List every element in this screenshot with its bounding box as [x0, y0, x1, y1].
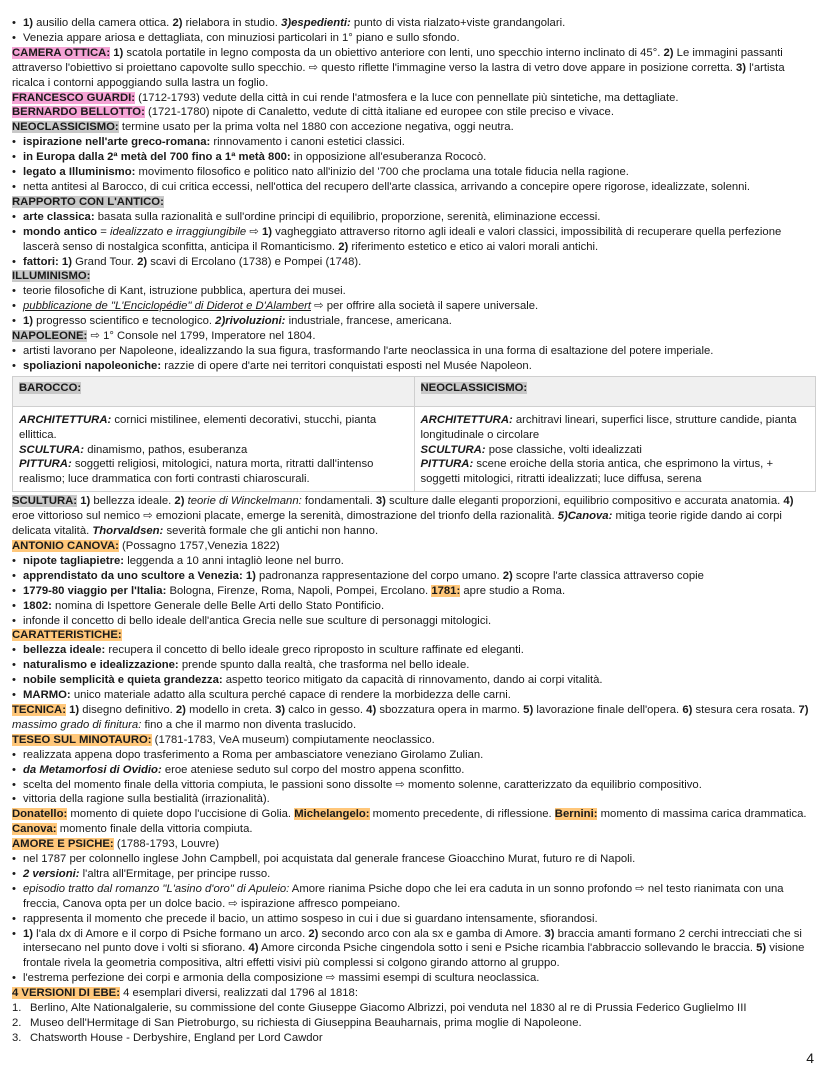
- section-teseo: [12, 733, 816, 748]
- table-header-row: [13, 376, 816, 406]
- section-camera-ottica: [12, 46, 816, 91]
- num: 2): [308, 927, 319, 940]
- keyword: PITTURA:: [420, 458, 474, 471]
- cell-line: [421, 457, 810, 487]
- keyword: fattori:: [23, 255, 59, 268]
- list-item: [12, 165, 816, 180]
- text: Amore rianima Psiche dopo che lei era caduta in un sonno profondo ⇨ nel testo rianimata con una freccia, Canova opta per un dolce bacio. ⇨ ispirazione affresco pompeiano.: [23, 882, 784, 910]
- keyword: spoliazioni napoleoniche:: [23, 359, 162, 372]
- num: 5): [523, 703, 534, 716]
- heading-guardi: FRANCESCO GUARDI:: [12, 91, 136, 104]
- num: 3): [375, 495, 386, 508]
- keyword: Michelangelo:: [294, 808, 370, 821]
- text: sculture dalle eleganti proporzioni, equilibrio compositivo e accurata anatomia.: [385, 495, 784, 508]
- text: Museo dell'Hermitage di San Pietroburgo, su richiesta di Giuseppina Beauharnais, prima moglie di Napoleone.: [30, 1017, 582, 1029]
- keyword: ARCHITETTURA:: [19, 413, 112, 426]
- text: architravi lineari, superfici lisce, strutture candide, pianta longitudinale o circolare: [420, 413, 797, 441]
- bullet-camera-ausilio: [12, 16, 816, 31]
- keyword: nobile semplicità e quieta grandezza:: [23, 674, 223, 687]
- text-italic: idealizzato e irraggiungibile: [109, 225, 247, 238]
- text: ⇨ per offrire alla società il sapere universale.: [311, 300, 539, 313]
- text: (1781-1783, VeA museum) compiutamente neoclassico.: [151, 733, 435, 746]
- text: secondo arco con ala sx e gamba di Amore.: [318, 927, 545, 940]
- keyword: ARCHITETTURA:: [420, 413, 513, 426]
- list-item: [12, 688, 816, 703]
- list-item: [12, 255, 816, 270]
- text: calco in gesso.: [285, 703, 367, 716]
- text: ausilio della camera ottica.: [33, 17, 173, 29]
- text: in opposizione all'esuberanza Rococò.: [290, 151, 487, 164]
- table-header-cell: [13, 376, 415, 406]
- keyword: MARMO:: [23, 689, 71, 702]
- keyword: SCULTURA:: [420, 443, 486, 456]
- page-number: 4: [806, 1050, 814, 1067]
- list-item: [12, 971, 816, 986]
- text: razzie di opere d'arte nei territori conquistati esposti nel Musée Napoleon.: [161, 359, 532, 372]
- david-comparison: [12, 807, 816, 837]
- text: dinamismo, pathos, esuberanza: [84, 443, 248, 456]
- text: (Possagno 1757,Venezia 1822): [118, 540, 280, 552]
- text: prende spunto dalla realtà, che trasforma nel bello ideale.: [178, 659, 470, 672]
- text: momento di quiete dopo l'uccisione di Golia.: [67, 808, 295, 821]
- section-neoclassicismo: [12, 120, 816, 135]
- keyword: legato a Illuminismo:: [23, 166, 136, 179]
- text: visione frontale rivela la geometria compositiva, altri effetti visivi più complessi si colgono girando attorno al gruppo.: [23, 942, 805, 970]
- num: 4): [366, 703, 377, 716]
- heading-neoclassicismo: NEOCLASSICISMO:: [12, 121, 119, 134]
- text: momento finale della vittoria compiuta.: [56, 823, 253, 836]
- text: scelta del momento finale della vittoria compiuta, le passioni sono dissolte ⇨ momento solenne, caratterizzato da equilibrio compositivo.: [23, 778, 702, 791]
- text: Venezia appare ariosa e dettagliata, con minuziosi particolari in 1° piano e sullo sfondo.: [23, 31, 460, 44]
- text-italic: episodio tratto dal romanzo "L'asino d'oro" di Apuleio:: [23, 882, 290, 895]
- list-item: [12, 150, 816, 165]
- heading-neoclassicismo-col: NEOCLASSICISMO:: [420, 381, 528, 394]
- keyword: 2 versioni:: [23, 867, 80, 880]
- section-caratteristiche: [12, 628, 816, 643]
- text: scopre l'arte classica attraverso copie: [512, 569, 704, 582]
- keyword: ispirazione nell'arte greco-romana:: [23, 136, 211, 149]
- text: infonde il concetto di bello ideale dell'antica Grecia nelle sue sculture di personaggi mitologici.: [23, 614, 492, 627]
- text: eroe ateniese seduto sul corpo del mostro appena sconfitto.: [161, 763, 465, 776]
- text: aspetto teorico mitigato da capacità di rinnovamento, dando ai corpi vitalità.: [222, 674, 603, 687]
- text: leggenda a 10 anni intagliò leone nel burro.: [124, 554, 344, 567]
- text: modello in creta.: [185, 703, 276, 716]
- list-item: [12, 882, 816, 912]
- text-italic: massimo grado di finitura:: [12, 718, 142, 731]
- text: rinnovamento i canoni estetici classici.: [210, 136, 405, 149]
- text: artisti lavorano per Napoleone, idealizzando la sua figura, trasformando l'arte neoclassica in una forma di esaltazione del potere imperiale.: [23, 344, 714, 357]
- text: severità formale che gli antichi non hanno.: [163, 525, 379, 538]
- text: industriale, francese, americana.: [285, 315, 452, 328]
- num: 1): [23, 17, 34, 29]
- list-item: [12, 284, 816, 299]
- text: Bologna, Firenze, Roma, Napoli, Pompei, Ercolano.: [166, 584, 432, 597]
- text: scatola portatile in legno composta da un obiettivo anteriore con lenti, uno specchio interno inclinato di 45°.: [123, 46, 664, 59]
- text: vittoria della ragione sulla bestialità (irrazionalità).: [23, 793, 270, 806]
- list-item: [12, 135, 816, 150]
- list-item: [12, 359, 816, 374]
- num: 7): [798, 703, 809, 716]
- section-napoleone: [12, 329, 816, 344]
- text: rappresenta il momento che precede il bacio, un attimo sospeso in cui i due si guardano intensamente, sfiorandosi.: [23, 912, 598, 925]
- text: l'altra all'Ermitage, per principe russo.: [79, 867, 271, 880]
- text: soggetti religiosi, mitologici, natura morta, ritratti dall'intenso realismo; luce drammatica con forti contrasti chiaroscurali.: [19, 458, 374, 486]
- table-row: [13, 406, 816, 492]
- text: teorie filosofiche di Kant, istruzione pubblica, apertura dei musei.: [23, 285, 346, 298]
- heading-rapporto-antico: RAPPORTO CON L'ANTICO:: [12, 195, 164, 208]
- item-number: 1.: [12, 1002, 22, 1015]
- keyword: bellezza ideale:: [23, 644, 106, 657]
- list-item: [12, 643, 816, 658]
- list-item: [12, 314, 816, 329]
- table-cell-barocco: [13, 406, 415, 492]
- text: lavorazione finale dell'opera.: [533, 703, 683, 716]
- text: nomina di Ispettore Generale delle Belle Arti dello Stato Pontificio.: [51, 599, 385, 612]
- keyword: Bernini:: [554, 808, 598, 821]
- heading-caratteristiche: CARATTERISTICHE:: [12, 629, 122, 642]
- num: 1): [23, 315, 34, 328]
- keyword: 1781:: [431, 584, 461, 597]
- ebe-list: [12, 1001, 816, 1046]
- heading-ebe: 4 VERSIONI DI EBE:: [12, 987, 120, 1000]
- num: 2): [338, 240, 349, 253]
- text: braccia amanti formano 2 cerchi intrecciati che si intersecano nel punto dove i volti si sfiorano.: [23, 927, 802, 955]
- cell-line: [421, 443, 810, 458]
- num: 6): [682, 703, 693, 716]
- num: 1): [58, 255, 72, 268]
- table-header-cell: [414, 376, 816, 406]
- keyword: PITTURA:: [19, 458, 72, 471]
- text: momento precedente, di riflessione.: [369, 808, 555, 821]
- cell-line: [19, 413, 408, 443]
- keyword: 1802:: [23, 599, 52, 612]
- keyword: Thorvaldsen:: [92, 525, 164, 538]
- text: sbozzatura opera in marmo.: [376, 703, 524, 716]
- list-item: [12, 599, 816, 614]
- section-illuminismo: [12, 269, 816, 284]
- list-item: [12, 569, 816, 584]
- list-item: [12, 673, 816, 688]
- section-tecnica: [12, 703, 816, 733]
- text: disegno definitivo.: [79, 703, 176, 716]
- text: (1712-1793) vedute della città in cui rende l'atmosfera e la luce con pennellate più sintetiche, ma dettagliate.: [135, 91, 679, 104]
- keyword: nipote tagliapietre:: [23, 554, 125, 567]
- item-number: 3.: [12, 1031, 22, 1044]
- text: unico materiale adatto alla scultura perché capace di rendere la morbidezza delle carni.: [70, 689, 511, 702]
- list-item: [12, 792, 816, 807]
- list-item: [12, 852, 816, 867]
- text: realizzata appena dopo trasferimento a Roma per ambasciatore veneziano Girolamo Zulian.: [23, 748, 484, 761]
- heading-barocco: BAROCCO:: [19, 381, 82, 394]
- num: 2): [502, 569, 513, 582]
- list-item: [12, 763, 816, 778]
- section-amore-psiche: [12, 837, 816, 852]
- section-canova: [12, 539, 816, 554]
- keyword: Canova:: [12, 823, 57, 836]
- cell-line: [421, 413, 810, 443]
- list-item: [12, 927, 816, 972]
- heading-tecnica: TECNICA:: [12, 703, 66, 716]
- text: (1721-1780) nipote di Canaletto, vedute di città italiane ed europee con stile preciso e vivace.: [144, 106, 614, 119]
- text: Berlino, Alte Nationalgalerie, su commissione del conte Giuseppe Giacomo Albrizzi, poi venduta nel 1830 al re di Prussia Federico Guglielmo III: [30, 1002, 747, 1015]
- cell-line: [19, 443, 408, 458]
- keyword: da Metamorfosi di Ovidio:: [23, 763, 162, 776]
- num: 1): [23, 927, 34, 940]
- num: 2): [175, 703, 186, 716]
- num: 3): [735, 61, 747, 74]
- heading-illuminismo: ILLUMINISMO:: [12, 270, 91, 283]
- num: 2): [172, 17, 183, 29]
- list-item: [12, 748, 816, 763]
- keyword: arte classica:: [23, 210, 95, 223]
- heading-camera-ottica: CAMERA OTTICA:: [12, 46, 111, 59]
- list-item: [12, 554, 816, 569]
- list-item: [12, 299, 816, 314]
- keyword: Donatello:: [12, 808, 68, 821]
- text: l'estrema perfezione dei corpi e armonia della composizione ⇨ massimi esempi di scultura neoclassica.: [23, 972, 540, 985]
- text: rielabora in studio.: [182, 17, 282, 29]
- text: cornici mistilinee, elementi decorativi, stucchi, pianta ellittica.: [19, 413, 377, 441]
- text: basata sulla razionalità e sull'ordine principi di equilibrio, proporzione, serenità, eliminazione eccessi.: [94, 210, 601, 223]
- text: punto di vista rialzato+viste grandangolari.: [350, 17, 566, 29]
- heading-napoleone: NAPOLEONE:: [12, 330, 88, 343]
- text: movimento filosofico e politico nato all'inizio del '700 che proclama una totale fiducia nella ragione.: [135, 166, 629, 179]
- heading-bellotto: BERNARDO BELLOTTO:: [12, 106, 145, 119]
- text: riferimento estetico e etico ai valori morali antichi.: [348, 240, 599, 253]
- num: 1): [65, 703, 80, 716]
- keyword: in Europa dalla 2ª metà del 700 fino a 1ª metà 800:: [23, 151, 291, 164]
- keyword: 5)Canova:: [557, 510, 613, 523]
- text: scene eroiche della storia antica, che esprimono la virtus, + soggetti mitologici, ritratti idealizzati; luce diffusa, serena: [420, 458, 774, 486]
- table-cell-neoclassicismo: [414, 406, 816, 492]
- keyword: 1779-80 viaggio per l'Italia:: [23, 584, 167, 597]
- text: Le immagini passanti attraverso l'obiettivo si proiettano capovolte sullo specchio. ⇨ questo riflette l'immagine verso la lastra di vetro dove appare in posizione corretta.: [12, 46, 783, 74]
- list-item: [12, 614, 816, 629]
- keyword: naturalismo e idealizzazione:: [23, 659, 179, 672]
- text: 4 esemplari diversi, realizzati dal 1796 al 1818:: [119, 987, 358, 1000]
- text: eroe vittorioso sul nemico ⇨ emozioni placate, emerge la serenità, dimostrazione del trionfo della razionalità.: [12, 510, 558, 523]
- text: =: [97, 225, 110, 238]
- text: ⇨ 1° Console nel 1799, Imperatore nel 1804.: [87, 330, 316, 343]
- text: bellezza ideale.: [90, 495, 175, 508]
- num: 1): [261, 225, 273, 238]
- text: netta antitesi al Barocco, di cui critica eccessi, nell'ottica del recupero dell'arte classica, arrivando a concepire opere rigorose, idealizzate, solenni.: [23, 180, 751, 193]
- text: Chatsworth House - Derbyshire, England per Lord Cawdor: [30, 1031, 323, 1044]
- heading-canova: ANTONIO CANOVA:: [12, 540, 119, 552]
- heading-amore-psiche: AMORE E PSICHE:: [12, 838, 114, 851]
- section-scultura: [12, 494, 816, 539]
- num: 4): [248, 942, 259, 955]
- list-item: [12, 778, 816, 793]
- list-item: [12, 584, 816, 599]
- num: 4): [783, 495, 794, 508]
- text: fondamentali.: [301, 495, 376, 508]
- list-item: [12, 658, 816, 673]
- text: pose classiche, volti idealizzati: [485, 443, 642, 456]
- text: padronanza rappresentazione del corpo umano.: [255, 569, 503, 582]
- text: apre studio a Roma.: [460, 584, 566, 597]
- section-ebe: [12, 986, 816, 1001]
- text: recupera il concetto di bello ideale greco riproposto in sculture raffinate ed eleganti.: [105, 644, 524, 657]
- heading-teseo: TESEO SUL MINOTAURO:: [12, 733, 152, 746]
- text: l'artista ricalca i contorni appoggiando sulla lastra un foglio.: [12, 61, 785, 89]
- text: l'ala dx di Amore e il corpo di Psiche formano un arco.: [33, 927, 309, 940]
- num: 5): [756, 942, 767, 955]
- text: momento di massima carica drammatica.: [597, 808, 807, 821]
- text: Grand Tour.: [71, 255, 138, 268]
- section-guardi: [12, 91, 816, 106]
- num: 1): [77, 495, 91, 508]
- text-italic: teorie di Winckelmann:: [184, 495, 302, 508]
- text: vagheggiato attraverso ritorno agli ideali e valori classici, impossibilità di recuperare quella perfezione lascerà senso di nostalgica sconfitta, anticipa il Romanticismo.: [23, 225, 782, 253]
- text: nel 1787 per colonnello inglese John Campbell, poi acquistata dal generale francese Gioacchino Murat, futuro re di Napoli.: [23, 853, 636, 866]
- num: 1): [242, 569, 256, 582]
- num: 3): [275, 703, 286, 716]
- arrow: ⇨: [246, 225, 262, 238]
- text: scavi di Ercolano (1738) e Pompei (1748).: [147, 255, 362, 268]
- cell-line: [19, 457, 408, 487]
- section-rapporto: [12, 195, 816, 210]
- heading-scultura: SCULTURA:: [12, 495, 78, 508]
- bullet-venezia: [12, 31, 816, 46]
- text: progresso scientifico e tecnologico.: [33, 315, 216, 328]
- keyword: SCULTURA:: [19, 443, 85, 456]
- num: 2): [663, 46, 674, 59]
- num: 2): [137, 255, 148, 268]
- text-underlined: pubblicazione de "L'Enciclopédie" di Diderot e D'Alambert: [23, 300, 312, 313]
- text: termine usato per la prima volta nel 1880 con accezione negativa, oggi neutra.: [118, 121, 514, 134]
- comparison-table: [12, 376, 816, 493]
- num: 1): [113, 46, 124, 59]
- keyword: 2)rivoluzioni:: [215, 315, 286, 328]
- text: mitiga teorie rigide dando ai corpi delicata vitalità.: [12, 510, 782, 538]
- item-number: 2.: [12, 1017, 22, 1029]
- list-item: [12, 1016, 816, 1031]
- keyword: mondo antico: [23, 225, 98, 238]
- list-item: [12, 912, 816, 927]
- text: fino a che il marmo non diventa traslucido.: [141, 718, 357, 731]
- list-item: [12, 867, 816, 882]
- keyword: 3)espedienti:: [281, 17, 351, 29]
- list-item: [12, 1001, 816, 1016]
- text: stesura cera rosata.: [692, 703, 799, 716]
- keyword: apprendistato da uno scultore a Venezia:: [23, 569, 243, 582]
- list-item: [12, 225, 816, 255]
- text: (1788-1793, Louvre): [113, 838, 220, 851]
- section-bellotto: [12, 105, 816, 120]
- list-item: [12, 1031, 816, 1046]
- list-item: [12, 180, 816, 195]
- num: 2): [174, 495, 185, 508]
- list-item: [12, 344, 816, 359]
- num: 3): [544, 927, 555, 940]
- text: Amore circonda Psiche cingendola sotto i seni e Psiche ricambia l'abbraccio sollevando le braccia.: [258, 942, 757, 955]
- list-item: [12, 210, 816, 225]
